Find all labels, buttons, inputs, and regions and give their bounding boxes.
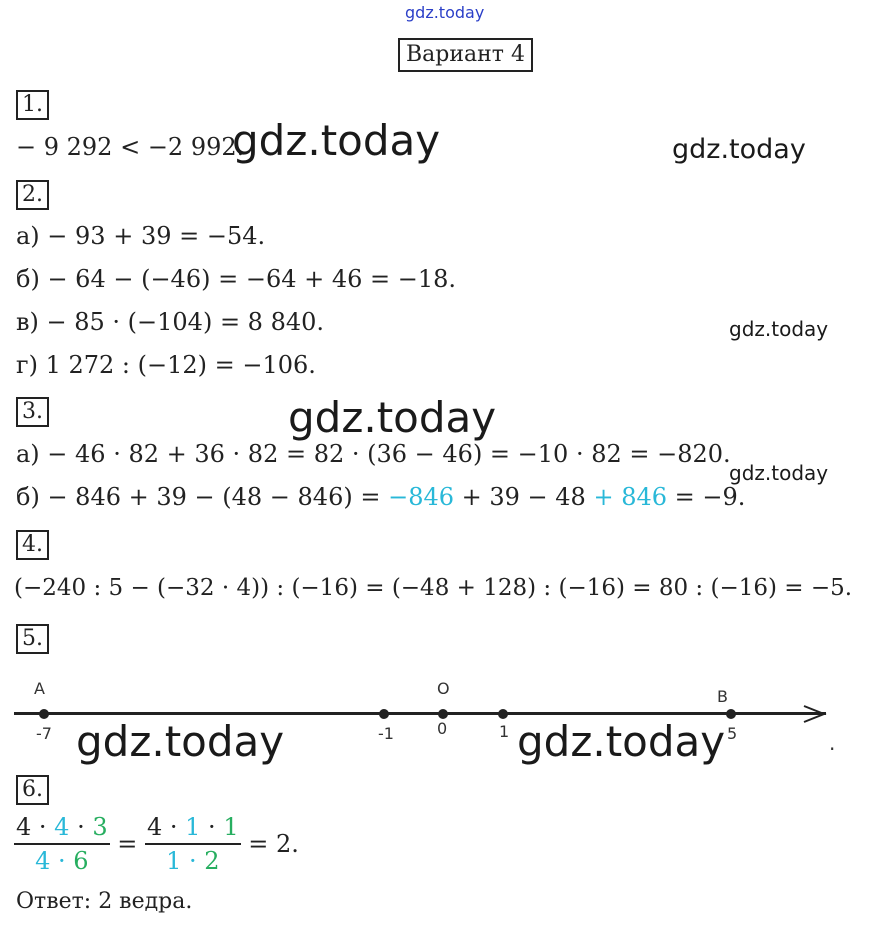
f2-den-c: 2: [204, 847, 220, 875]
fraction-1-numerator: [14, 813, 110, 841]
fraction-2-bar: [145, 843, 241, 845]
task2-b: б) − 64 − (−46) = −64 + 46 = −18.: [16, 265, 457, 293]
task3-b-highlight2: + 846: [593, 483, 667, 511]
tick-0: 0: [437, 719, 448, 738]
f1-den-b: ·: [50, 847, 74, 875]
point-minus1-dot: [379, 709, 389, 719]
task6-expression: [14, 813, 299, 875]
fraction-1: [14, 813, 110, 875]
f1-den-a: 4: [35, 847, 51, 875]
arrow-right-icon: [800, 702, 830, 726]
number-line-end-dot: .: [829, 731, 836, 755]
tick-5: 5: [727, 724, 738, 743]
f2-num-d: 1: [223, 813, 239, 841]
watermark-large-4: gdz.today: [517, 717, 726, 766]
task5-number: 5.: [16, 624, 49, 654]
equals-1: =: [109, 830, 145, 858]
fraction-1-denominator: [33, 847, 90, 875]
task2-g: г) 1 272 : (−12) = −106.: [16, 351, 316, 379]
point-a-dot: [39, 709, 49, 719]
task6-answer: Ответ: 2 ведра.: [16, 889, 193, 914]
task2-a: а) − 93 + 39 = −54.: [16, 222, 266, 250]
point-b-dot: [726, 709, 736, 719]
label-point-b: B: [717, 687, 728, 706]
fraction-2-denominator: [164, 847, 221, 875]
label-point-a: A: [34, 679, 45, 698]
f2-num-a: 4 ·: [146, 813, 186, 841]
watermark-large-2: gdz.today: [288, 393, 497, 442]
fraction-2-numerator: [145, 813, 241, 841]
fraction-1-bar: [14, 843, 110, 845]
task3-b-part5: = −9.: [667, 483, 746, 511]
equals-2: = 2.: [240, 830, 299, 858]
f1-num-c: ·: [69, 813, 93, 841]
task3-a: а) − 46 · 82 + 36 · 82 = 82 · (36 − 46) = −10 · 82 = −820.: [16, 440, 731, 468]
fraction-2: [145, 813, 241, 875]
point-1-dot: [498, 709, 508, 719]
task3-number: 3.: [16, 397, 49, 427]
f2-den-b: ·: [181, 847, 205, 875]
f2-num-c: ·: [200, 813, 224, 841]
task2-v: в) − 85 · (−104) = 8 840.: [16, 308, 325, 336]
watermark-small-1: gdz.today: [729, 317, 829, 341]
task1-line: − 9 292 < −2 992.: [16, 133, 245, 161]
task6-number: 6.: [16, 775, 49, 805]
task3-b: [16, 483, 745, 511]
task4-line: (−240 : 5 − (−32 · 4)) : (−16) = (−48 + 128) : (−16) = 80 : (−16) = −5.: [14, 575, 853, 601]
watermark-large-3: gdz.today: [76, 717, 285, 766]
task4-number: 4.: [16, 530, 49, 560]
tick-minus7: -7: [36, 724, 52, 743]
task3-b-highlight1: −846: [388, 483, 454, 511]
tick-minus1: -1: [378, 724, 394, 743]
variant-title: Вариант 4: [398, 38, 533, 72]
f1-den-c: 6: [73, 847, 89, 875]
task1-number: 1.: [16, 90, 49, 120]
f1-num-b: 4: [54, 813, 70, 841]
f1-num-d: 3: [92, 813, 108, 841]
tick-1: 1: [499, 722, 510, 741]
point-o-dot: [438, 709, 448, 719]
task3-b-part3: + 39 − 48: [454, 483, 594, 511]
watermark-small-2: gdz.today: [729, 461, 829, 485]
task3-b-part1: б) − 846 + 39 − (48 − 846) =: [16, 483, 389, 511]
f2-den-a: 1: [166, 847, 182, 875]
f2-num-b: 1: [185, 813, 201, 841]
f1-num-a: 4 ·: [16, 813, 55, 841]
watermark-large-1: gdz.today: [232, 116, 441, 165]
watermark-medium-1: gdz.today: [672, 134, 806, 165]
task2-number: 2.: [16, 180, 49, 210]
label-point-o: O: [437, 679, 450, 698]
watermark-top: gdz.today: [405, 3, 485, 22]
number-line-axis: [14, 712, 826, 715]
